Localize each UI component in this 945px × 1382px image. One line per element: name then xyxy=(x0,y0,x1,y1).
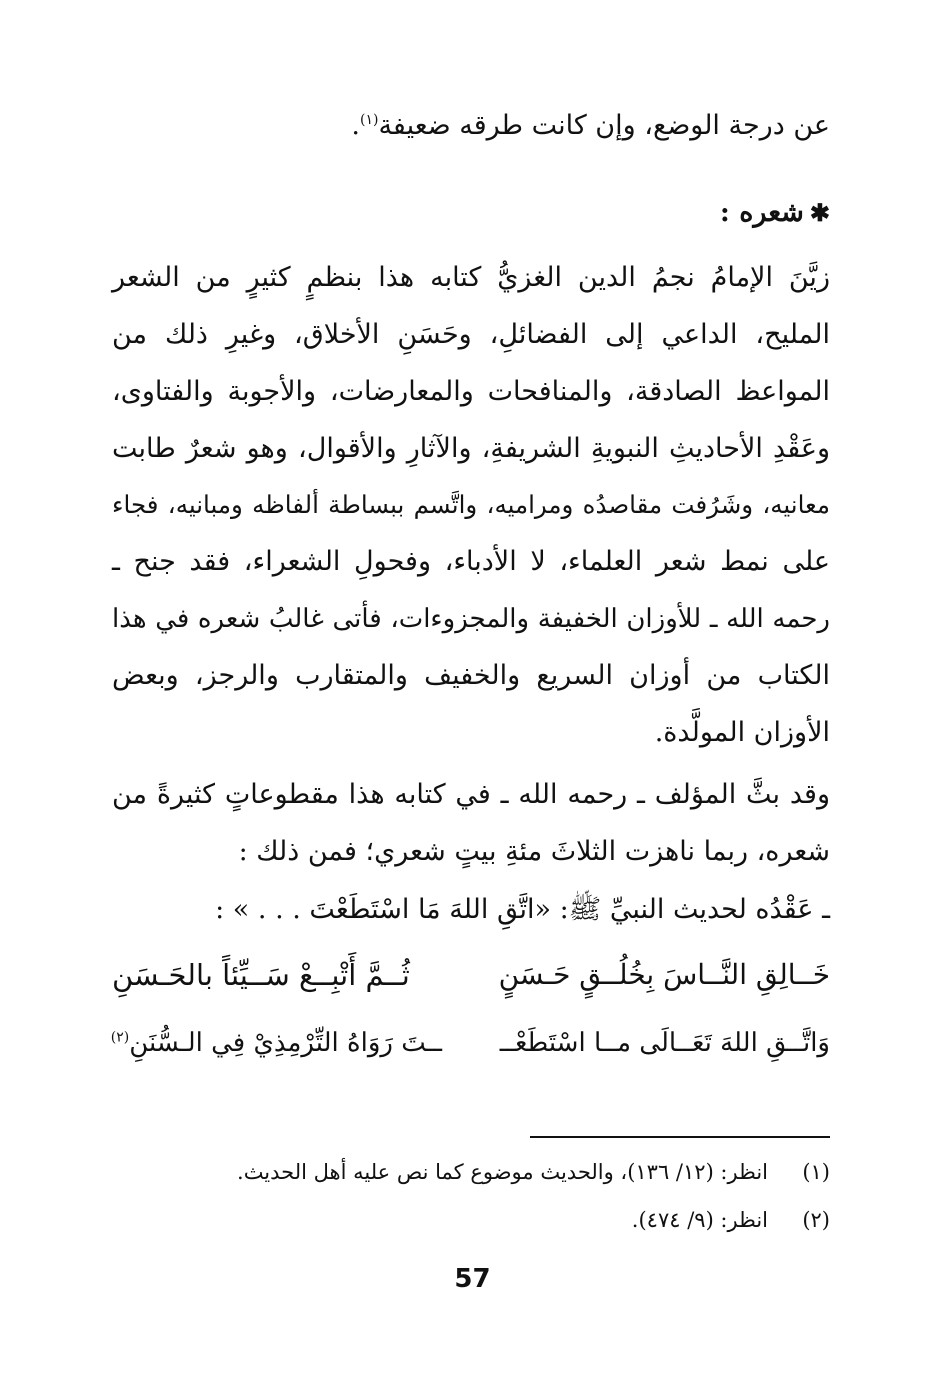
footnote-ref-1[interactable]: (١) xyxy=(359,112,379,128)
section-heading xyxy=(112,191,830,235)
asterisk-icon: ✱ xyxy=(809,198,830,227)
footnote-ref-2[interactable]: (٢) xyxy=(110,1029,130,1046)
verse-line xyxy=(112,958,830,1018)
intro-line-end: . xyxy=(351,110,360,141)
example-intro: ـ عَقْدُه لحديث النبيِّ ﷺ: «اتَّقِ اللهَ مَا اسْتَطَعْتَ . . . » : xyxy=(215,894,830,925)
footnote-text: انظر: (١٢/ ١٣٦)، والحديث موضوع كما نص عليه أهل الحديث. xyxy=(237,1160,768,1184)
verse-second-text: ــتَ رَوَاهُ التِّرْمِذِيْ فِي الـسُّنَنِ xyxy=(129,1028,442,1058)
paragraph-1-line: المليح، الداعي إلى الفضائلِ، وحَسَنِ الأخلاق، وغيرِ ذلك من xyxy=(112,319,830,350)
verse-line xyxy=(112,1028,830,1088)
footnote-text: انظر: (٩/ ٤٧٤). xyxy=(631,1208,768,1232)
paragraph-1-line: الأوزان المولَّدة. xyxy=(654,717,830,748)
intro-line xyxy=(112,104,830,148)
footnote-1 xyxy=(112,1156,830,1188)
page-number: 57 xyxy=(454,1264,491,1294)
intro-line-text: عن درجة الوضع، وإن كانت طرقه ضعيفة xyxy=(378,110,830,141)
paragraph-1-line: وعَقْدِ الأحاديثِ النبويةِ الشريفةِ، والآثارِ والأقوال، وهو شعرٌ طابت xyxy=(112,433,830,464)
paragraph-1-line: الكتاب من أوزان السريع والخفيف والمتقارب والرجز، وبعض xyxy=(112,660,830,691)
paragraph-2-line: وقد بثَّ المؤلف ـ رحمه الله ـ في كتابه هذا مقطوعاتٍ كثيرةً من xyxy=(112,779,830,810)
paragraph-1-line: زيَّنَ الإمامُ نجمُ الدين الغزيُّ كتابه هذا بنظمٍ كثيرٍ من الشعر xyxy=(112,262,830,293)
paragraph-1-line: على نمط شعر العلماء، لا الأدباء، وفحولِ الشعراء، فقد جنح ـ xyxy=(112,546,830,577)
footnote-2 xyxy=(112,1204,830,1236)
footnote-number: (٢) xyxy=(802,1208,830,1232)
verse-second-hemistich xyxy=(112,958,442,992)
verse-second-hemistich xyxy=(112,1028,442,1058)
paragraph-2-line: شعره، ربما ناهزت الثلاثَ مئةِ بيتٍ شعري؛ فمن ذلك : xyxy=(238,836,830,867)
verse-first-hemistich: خَــالِقِ النَّــاسَ بِخُلُــقٍ حَـسَنٍ xyxy=(498,958,830,991)
book-page xyxy=(112,0,830,1382)
section-heading-label: شعره : xyxy=(719,197,804,228)
verse-second-text: ثُــمَّ أَتْبِــعْ سَــيِّئاً بالحَـسَنِ xyxy=(112,958,410,992)
paragraph-1-line: المواعظ الصادقة، والمنافحات والمعارضات، والأجوبة والفتاوى، xyxy=(112,376,830,407)
footnote-divider xyxy=(530,1136,830,1138)
verse-first-hemistich: وَاتَّــقِ اللهَ تَعَــالَى مــا اسْتَطَعْــ xyxy=(499,1028,830,1058)
paragraph-1-line: معانيه، وشَرُفت مقاصدُه ومراميه، واتَّسم ببساطة ألفاظه ومبانيه، فجاء xyxy=(112,490,830,519)
paragraph-1-line: رحمه الله ـ للأوزان الخفيفة والمجزوءات، فأتى غالبُ شعره في هذا xyxy=(112,604,830,634)
footnote-number: (١) xyxy=(802,1160,830,1184)
